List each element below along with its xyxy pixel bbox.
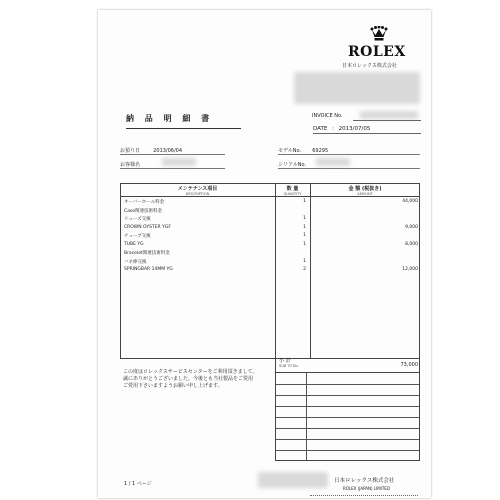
brand-company: 日本ロレックス株式会社: [342, 63, 397, 69]
header-quantity-jp: 数 量: [286, 186, 299, 192]
table-row-quantity: 2: [303, 267, 306, 272]
customer-line: [120, 168, 225, 169]
table-row-description: CROWN OYSTER YGF: [124, 224, 171, 230]
redacted-address: [294, 72, 420, 104]
document-title: 納 品 明 細 書: [126, 114, 214, 123]
date-row: DATE : 2013/07/05: [313, 126, 371, 132]
table-row-description: Bracelet関連技術料金: [124, 251, 170, 256]
note-line-2: 誠にありがとうございました。今後とも当社製品をご愛用: [123, 376, 254, 382]
table-row-description: チューブ交換: [124, 234, 151, 239]
table-row-amount: 44,000: [402, 199, 418, 204]
table-row-quantity: 1: [303, 216, 306, 221]
note-line-1: この度はロレックスサービスセンターをご利用頂きまして、: [123, 369, 258, 375]
header-amount-en: AMOUNT: [357, 192, 373, 196]
table-row-amount: 8,000: [405, 241, 418, 247]
table-row-quantity: 1: [303, 258, 306, 264]
items-table-header-line: [120, 196, 420, 197]
model-field: [278, 147, 328, 154]
table-row-quantity: 1: [303, 224, 306, 230]
delivery-date-field: [120, 147, 182, 154]
invoice-sheet: [98, 10, 431, 498]
table-row-description: TUBE YG: [124, 241, 144, 247]
date-value: 2013/07/05: [338, 126, 371, 132]
brand-wordmark: ROLEX: [348, 44, 406, 60]
subtotal-label-jp: 小 計: [279, 358, 291, 364]
footer-company-en: ROLEX (JAPAN) LIMITED: [343, 486, 390, 491]
table-row-amount: 12,000: [402, 267, 418, 272]
header-quantity-en: QUANTITY: [283, 192, 302, 196]
footer-dotted-line: [310, 495, 418, 496]
header-description: [120, 185, 275, 196]
header-amount-jp: 金 額 (税抜き): [348, 186, 382, 192]
table-row-quantity: 1: [303, 233, 306, 238]
delivery-date-line: [120, 154, 225, 155]
redacted-footer: [258, 472, 328, 488]
qty-col-right-line: [310, 183, 311, 359]
invoice-no-label: INVOICE No.: [312, 113, 343, 119]
header-quantity: [275, 185, 310, 196]
table-row-quantity: 1: [303, 241, 306, 247]
qty-col-left-line: [275, 183, 276, 359]
footer-company-jp: 日本ロレックス株式会社: [334, 478, 395, 484]
table-row-amount: 9,000: [405, 224, 418, 230]
header-amount: [310, 185, 420, 196]
table-row-description: Case関連技術料金: [124, 208, 163, 214]
subtotal-label: [279, 359, 298, 369]
redacted-customer: [162, 158, 196, 166]
redacted-serial: [316, 158, 350, 166]
date-line: [313, 133, 421, 134]
model-line: [278, 154, 420, 155]
header-description-en: DESCRIPTION: [185, 192, 210, 196]
customer-label: お客様名: [120, 162, 141, 168]
title-underline: [126, 128, 241, 129]
invoice-no-line: [353, 120, 421, 121]
model-value: 69295: [312, 148, 329, 154]
header-description-jp: メンテナンス項目: [177, 186, 218, 192]
model-label: モデルNo.: [278, 148, 302, 154]
redacted-invoice-no: [360, 111, 418, 119]
table-row-description: SPRINGBAR 14MM YG: [124, 267, 173, 272]
subtotal-label-en: SUB TOTAL: [279, 364, 299, 368]
delivery-date-label: お預り日: [120, 148, 141, 154]
subtotal-value: 73,000: [400, 362, 418, 368]
serial-field: [278, 161, 306, 168]
table-row-description: オーバーホール料金: [124, 200, 165, 205]
table-row-description: リューズ交換: [124, 217, 151, 222]
delivery-date-value: 2013/06/04: [153, 148, 183, 154]
page-number: 1 / 1 ページ: [124, 481, 152, 487]
serial-label: シリアルNo.: [278, 162, 307, 168]
serial-line: [278, 168, 420, 169]
table-row-quantity: 1: [303, 199, 306, 204]
blank-total-grid: [275, 373, 420, 461]
note-line-3: ご愛用下さいますようお願い申し上げます。: [123, 383, 223, 389]
rolex-crown-icon: [370, 26, 388, 42]
customer-field: [120, 161, 140, 168]
date-label: DATE: [313, 126, 328, 132]
table-row-description: バネ棒交換: [124, 259, 147, 265]
